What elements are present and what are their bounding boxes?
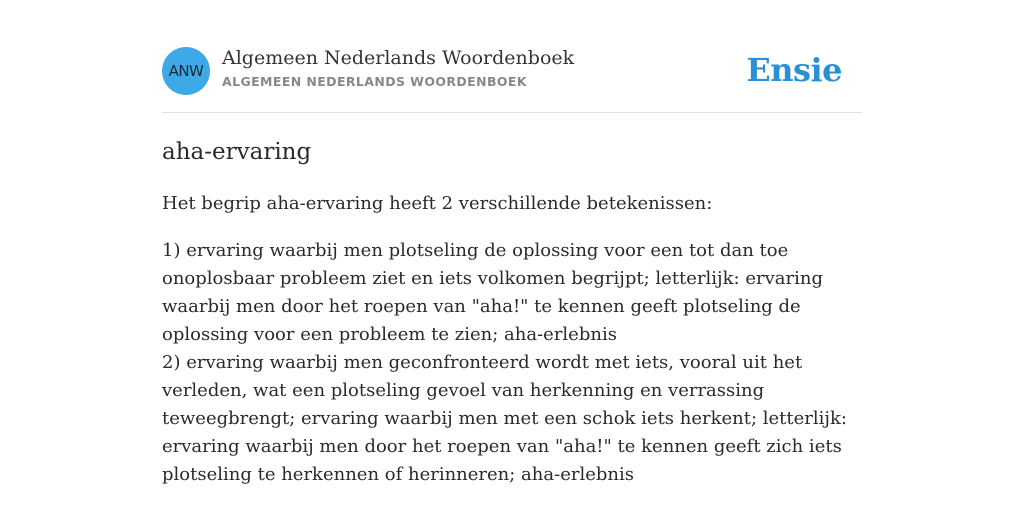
source-title[interactable]: Algemeen Nederlands Woordenboek [222, 47, 575, 69]
source-logo[interactable]: ANW [162, 47, 210, 95]
entry-intro: Het begrip aha-ervaring heeft 2 verschillende betekenissen: [162, 193, 713, 214]
definition-item: 1) ervaring waarbij men plotseling de oplossing voor een tot dan toe onoplosbaar probleem ziet en iets volkomen begrijpt; letterlijk: ervaring waarbij men door het roepen van "aha!" te kennen geeft plotseling de oplossing voor een probleem te zien; aha-erlebnis [162, 240, 823, 345]
header-divider [162, 112, 862, 113]
definition-list [162, 237, 862, 489]
source-subtitle: ALGEMEEN NEDERLANDS WOORDENBOEK [222, 74, 527, 89]
entry-card [162, 0, 862, 512]
brand-logo[interactable]: Ensie [746, 51, 842, 89]
source-header [162, 46, 862, 96]
definition-item: 2) ervaring waarbij men geconfronteerd wordt met iets, vooral uit het verleden, wat een plotseling gevoel van herkenning en verrassing teweegbrengt; ervaring waarbij men met een schok iets herkent; letterlijk: ervaring waarbij men door het roepen van "aha!" te kennen geeft zich iets plotseling te herkennen of herinneren; aha-erlebnis [162, 352, 847, 485]
entry-term: aha-ervaring [162, 139, 312, 165]
